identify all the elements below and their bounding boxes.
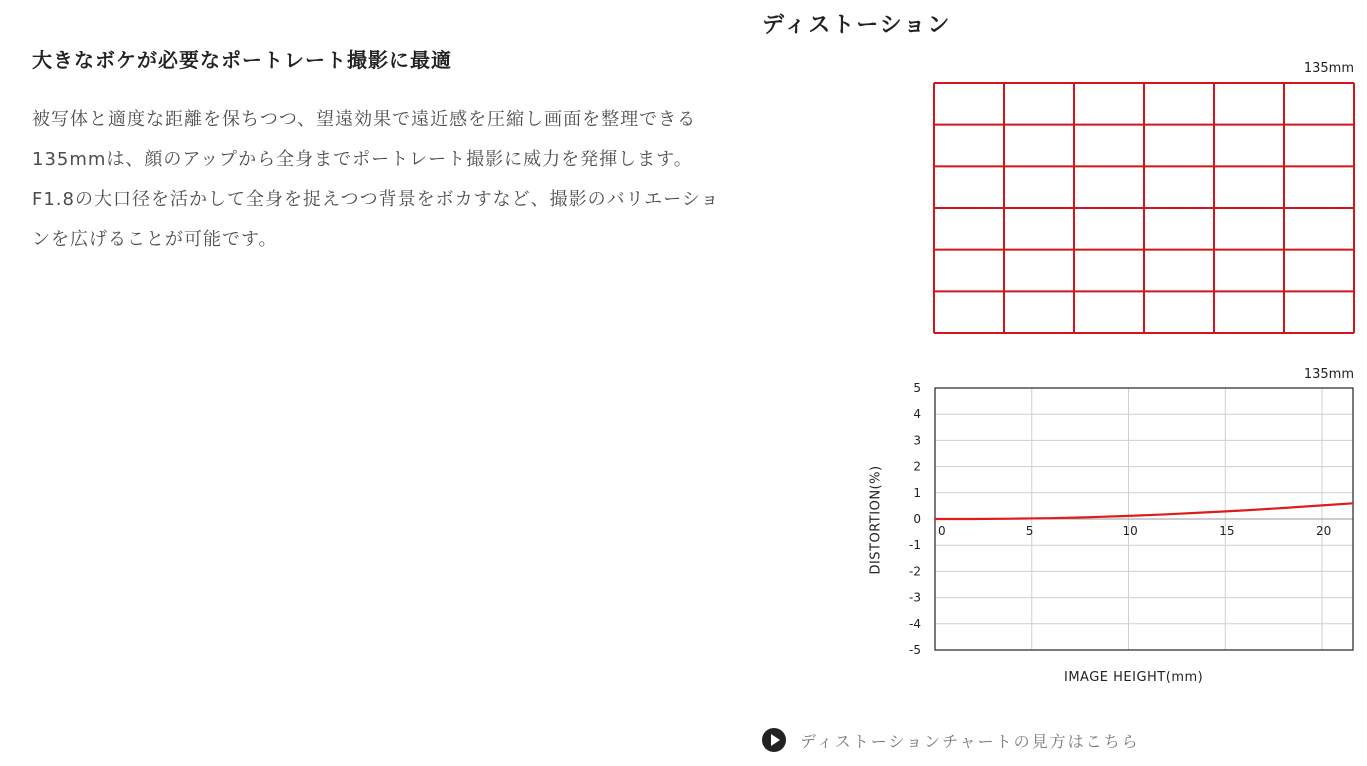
y-tick-label: -2 [909, 564, 921, 579]
section-heading: 大きなボケが必要なポートレート撮影に最適 [32, 48, 452, 72]
play-circle-icon [762, 728, 786, 752]
x-tick-label: 0 [938, 524, 946, 538]
distortion-help-link[interactable] [762, 728, 1140, 752]
y-axis-title: DISTORTION(%) [868, 465, 884, 575]
y-tick-label: -5 [909, 643, 921, 657]
distortion-grid-svg [933, 82, 1355, 334]
x-tick-label: 5 [1025, 524, 1034, 538]
description-text: 被写体と適度な距離を保ちつつ、望遠効果で遠近感を圧縮し画面を整理できる135mmは、顔のアップから全身までポートレート撮影に威力を発揮します。F1.8の大口径を活かして全身を捉えつつ背景をボカすなど、撮影のバリエーションを広げることが可能です。 [32, 109, 720, 250]
y-tick-label: 1 [913, 485, 921, 500]
y-tick-label: 3 [913, 433, 921, 448]
x-tick-label: 15 [1219, 524, 1235, 538]
distortion-series-line [935, 503, 1353, 519]
x-axis-title: IMAGE HEIGHT(mm) [1064, 670, 1204, 685]
y-tick-label: -4 [909, 616, 921, 631]
distortion-line-chart [860, 378, 1360, 672]
y-tick-label: -1 [909, 538, 921, 553]
chart-focal-length-label: 135mm [1303, 367, 1354, 382]
y-tick-label: 0 [913, 512, 921, 526]
x-tick-label: 20 [1316, 524, 1332, 538]
grid-focal-length-label: 135mm [1303, 61, 1354, 76]
help-link-label: ディストーションチャートの見方はこちら [800, 731, 1140, 751]
x-tick-label: 10 [1122, 524, 1138, 538]
y-tick-label: -3 [909, 590, 921, 605]
distortion-title: ディストーション [762, 13, 952, 38]
distortion-plot-svg [860, 378, 1360, 668]
y-tick-label: 4 [913, 407, 921, 422]
y-tick-label: 5 [913, 381, 921, 395]
y-tick-label: 2 [913, 459, 921, 474]
distortion-grid-chart [933, 82, 1355, 338]
